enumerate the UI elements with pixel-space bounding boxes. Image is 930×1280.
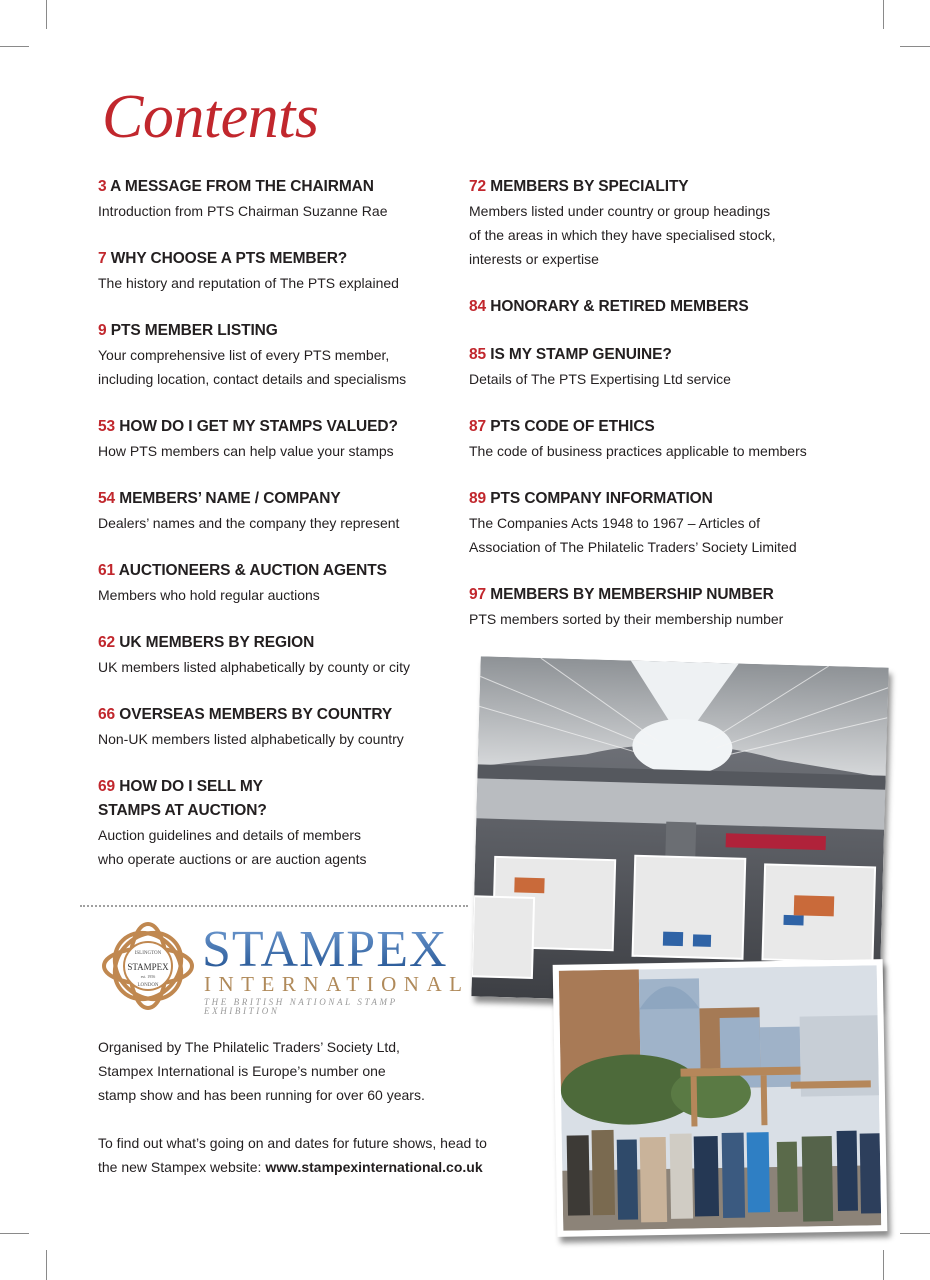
- entry-heading: 62 UK MEMBERS BY REGION: [98, 634, 315, 651]
- stampex-logo[interactable]: [100, 920, 470, 1016]
- contents-entry[interactable]: [98, 775, 468, 871]
- entry-description: Members who hold regular auctions: [98, 587, 320, 603]
- contents-entry[interactable]: [98, 247, 468, 295]
- crop-mark: [0, 46, 29, 47]
- page-number: 97: [469, 586, 487, 603]
- contents-entry[interactable]: [98, 175, 468, 223]
- stampex-tagline: THE BRITISH NATIONAL STAMP EXHIBITION: [204, 997, 398, 1016]
- entry-heading: 72 MEMBERS BY SPECIALITY: [469, 178, 689, 195]
- page-number: 89: [469, 490, 487, 507]
- entry-description: The history and reputation of The PTS explained: [98, 275, 399, 291]
- entry-heading: 84 HONORARY & RETIRED MEMBERS: [469, 298, 749, 315]
- about-text: the new Stampex website: www.stampexinternational.co.uk: [98, 1159, 483, 1175]
- entry-heading: 69 HOW DO I SELL MY: [98, 778, 263, 795]
- entry-description: How PTS members can help value your stamps: [98, 443, 394, 459]
- about-text: Stampex International is Europe’s number one: [98, 1063, 386, 1079]
- contents-left-column: [98, 175, 468, 871]
- contents-entry[interactable]: [98, 559, 468, 607]
- crop-mark: [900, 46, 930, 47]
- page-number: 3: [98, 178, 107, 195]
- contents-entry[interactable]: [469, 583, 849, 631]
- svg-text:ISLINGTON: ISLINGTON: [134, 951, 162, 956]
- hall-image-icon: [471, 656, 888, 1007]
- svg-text:LONDON: LONDON: [137, 983, 159, 988]
- crop-mark: [46, 0, 47, 29]
- page-number: 66: [98, 706, 116, 723]
- entry-heading: 3 A MESSAGE FROM THE CHAIRMAN: [98, 178, 374, 195]
- entry-description: of the areas in which they have specialised stock,: [469, 227, 776, 243]
- entry-description: Dealers’ names and the company they represent: [98, 515, 400, 531]
- crop-mark: [46, 1250, 47, 1280]
- entry-heading: 89 PTS COMPANY INFORMATION: [469, 490, 713, 507]
- contents-entry[interactable]: [469, 295, 849, 319]
- entry-description: The Companies Acts 1948 to 1967 – Articles of: [469, 515, 761, 531]
- contents-entry[interactable]: [469, 487, 849, 559]
- entry-description: Association of The Philatelic Traders’ Society Limited: [469, 539, 797, 555]
- entry-description: including location, contact details and specialisms: [98, 371, 407, 387]
- contents-entry[interactable]: [98, 487, 468, 535]
- entry-heading: 66 OVERSEAS MEMBERS BY COUNTRY: [98, 706, 393, 723]
- crop-mark: [0, 1233, 29, 1234]
- page-number: 9: [98, 322, 107, 339]
- svg-text:STAMPEX: STAMPEX: [127, 962, 169, 972]
- entry-heading: 61 AUCTIONEERS & AUCTION AGENTS: [98, 562, 387, 579]
- queue-outside-photo: [553, 959, 888, 1237]
- entry-heading: 54 MEMBERS’ NAME / COMPANY: [98, 490, 341, 507]
- about-text: To find out what’s going on and dates for future shows, head to: [98, 1135, 487, 1151]
- crop-mark: [900, 1233, 930, 1234]
- entry-description: UK members listed alphabetically by county or city: [98, 659, 411, 675]
- website-link[interactable]: www.stampexinternational.co.uk: [265, 1159, 483, 1175]
- exhibition-hall-photo: [471, 656, 888, 1007]
- contents-entry[interactable]: [98, 415, 468, 463]
- queue-image-icon: [559, 965, 881, 1231]
- crop-mark: [883, 0, 884, 29]
- page-number: 54: [98, 490, 116, 507]
- entry-description: Auction guidelines and details of members: [98, 827, 362, 843]
- entry-heading-continued: STAMPS AT AUCTION?: [98, 802, 267, 819]
- entry-heading: 97 MEMBERS BY MEMBERSHIP NUMBER: [469, 586, 774, 603]
- page-number: 85: [469, 346, 487, 363]
- page-number: 61: [98, 562, 116, 579]
- stampex-about: [98, 1035, 538, 1179]
- entry-description: interests or expertise: [469, 251, 599, 267]
- contents-entry[interactable]: [98, 319, 468, 391]
- entry-heading: 7 WHY CHOOSE A PTS MEMBER?: [98, 250, 348, 267]
- contents-entry[interactable]: [98, 703, 468, 751]
- about-text: Organised by The Philatelic Traders’ Society Ltd,: [98, 1039, 400, 1055]
- entry-description: who operate auctions or are auction agents: [98, 851, 367, 867]
- entry-description: Introduction from PTS Chairman Suzanne Rae: [98, 203, 388, 219]
- contents-right-column: [469, 175, 849, 631]
- page-number: 87: [469, 418, 487, 435]
- page-number: 62: [98, 634, 116, 651]
- page-number: 84: [469, 298, 487, 315]
- page-number: 72: [469, 178, 487, 195]
- entry-description: Details of The PTS Expertising Ltd service: [469, 371, 731, 387]
- entry-description: Non-UK members listed alphabetically by country: [98, 731, 404, 747]
- stampex-subtitle: INTERNATIONAL: [204, 972, 470, 996]
- contents-entry[interactable]: [469, 415, 849, 463]
- page-number: 53: [98, 418, 116, 435]
- page-title: Contents: [102, 83, 319, 151]
- entry-description: PTS members sorted by their membership number: [469, 611, 784, 627]
- contents-entry[interactable]: [469, 175, 849, 271]
- crop-mark: [883, 1250, 884, 1280]
- contents-entry[interactable]: [98, 631, 468, 679]
- stampex-wordmark: STAMPEX: [202, 921, 448, 978]
- stampex-seal-icon: [100, 920, 196, 1012]
- entry-heading: 53 HOW DO I GET MY STAMPS VALUED?: [98, 418, 398, 435]
- page-number: 7: [98, 250, 107, 267]
- entry-heading: 87 PTS CODE OF ETHICS: [469, 418, 655, 435]
- entry-heading: 9 PTS MEMBER LISTING: [98, 322, 278, 339]
- entry-description: Your comprehensive list of every PTS member,: [98, 347, 390, 363]
- contents-entry[interactable]: [469, 343, 849, 391]
- section-divider: [80, 905, 468, 907]
- entry-heading: 85 IS MY STAMP GENUINE?: [469, 346, 672, 363]
- entry-description: The code of business practices applicable to members: [469, 443, 807, 459]
- entry-description: Members listed under country or group headings: [469, 203, 771, 219]
- page-number: 69: [98, 778, 116, 795]
- svg-text:est. 1956: est. 1956: [140, 974, 156, 979]
- about-text: stamp show and has been running for over 60 years.: [98, 1087, 425, 1103]
